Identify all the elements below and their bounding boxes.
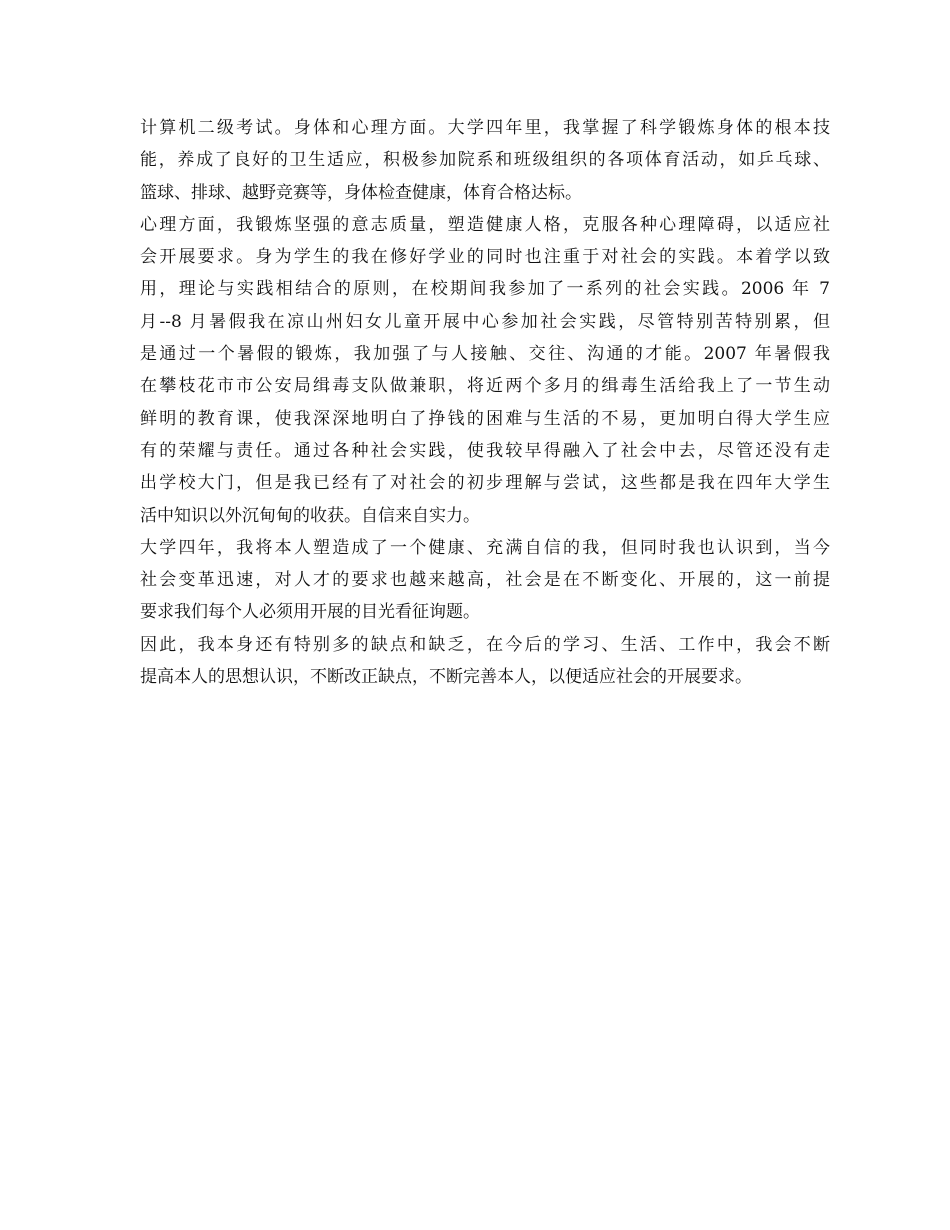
- text-line: 活中知识以外沉甸甸的收获。自信来自实力。: [140, 505, 480, 526]
- text-line: 因此，我本身还有特别多的缺点和缺乏，在今后的学习、生活、工作中，我会不断: [140, 634, 830, 655]
- text-line: 要求我们每个人必须用开展的目光看征询题。: [140, 602, 480, 623]
- text-line: 会开展要求。身为学生的我在修好学业的同时也注重于对社会的实践。本着学以致: [140, 247, 830, 268]
- text-line: 大学四年，我将本人塑造成了一个健康、充满自信的我，但同时我也认识到，当今: [140, 537, 830, 558]
- text-line: 有的荣耀与责任。通过各种社会实践，使我较早得融入了社会中去，尽管还没有走: [140, 440, 830, 461]
- text-line: 鲜明的教育课，使我深深地明白了挣钱的困难与生活的不易，更加明白得大学生应: [140, 408, 830, 429]
- text-line: 是通过一个暑假的锻炼，我加强了与人接触、交往、沟通的才能。2007 年暑假我: [140, 344, 830, 365]
- text-line: 月--8 月暑假我在凉山州妇女儿童开展中心参加社会实践，尽管特别苦特别累，但: [140, 311, 830, 332]
- document-body: [140, 112, 830, 693]
- text-line: 能，养成了良好的卫生适应，积极参加院系和班级组织的各项体育活动，如乒乓球、: [140, 150, 830, 171]
- text-line: 计算机二级考试。身体和心理方面。大学四年里，我掌握了科学锻炼身体的根本技: [140, 118, 830, 138]
- text-line: 提高本人的思想认识，不断改正缺点，不断完善本人，以便适应社会的开展要求。: [140, 667, 752, 688]
- text-line: 社会变革迅速，对人才的要求也越来越高，社会是在不断变化、开展的，这一前提: [140, 570, 830, 591]
- text-line: 用，理论与实践相结合的原则，在校期间我参加了一系列的社会实践。2006 年 7: [140, 279, 830, 300]
- text-line: 在攀枝花市市公安局缉毒支队做兼职，将近两个多月的缉毒生活给我上了一节生动: [140, 376, 830, 397]
- text-line: 心理方面，我锻炼坚强的意志质量，塑造健康人格，克服各种心理障碍，以适应社: [140, 214, 830, 235]
- text-line: 出学校大门，但是我已经有了对社会的初步理解与尝试，这些都是我在四年大学生: [140, 473, 830, 494]
- text-line: 篮球、排球、越野竞赛等，身体检查健康，体育合格达标。: [140, 182, 582, 203]
